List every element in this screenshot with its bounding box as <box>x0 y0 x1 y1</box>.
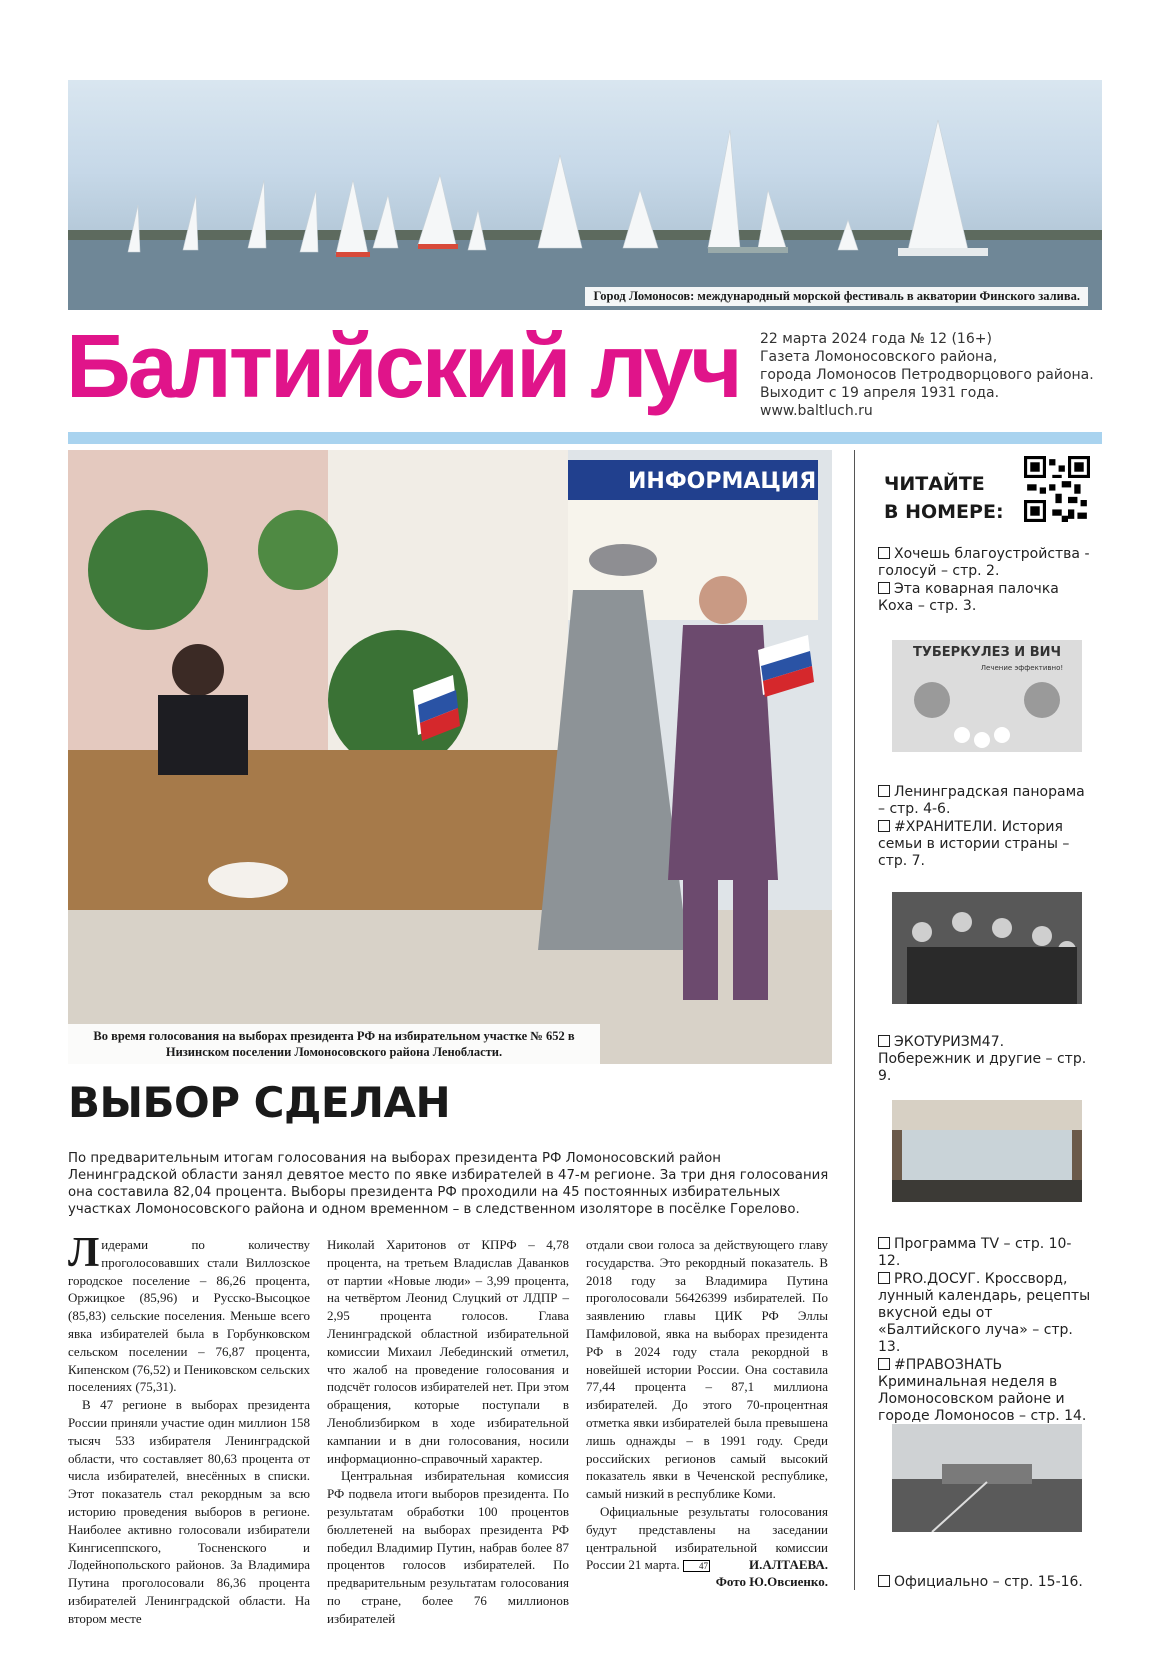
waterfall-illustration <box>892 1100 1082 1202</box>
family-photo-thumbnail <box>892 892 1082 1004</box>
road-thumbnail <box>892 1424 1082 1532</box>
tb-hiv-subtitle: Лечение эффективно! <box>980 664 1064 672</box>
checkbox-icon <box>878 785 890 797</box>
contents-item[interactable]: Программа TV – стр. 10-12. <box>878 1236 1072 1269</box>
header-photo-caption: Город Ломоносов: международный морской фестиваль в акватории Финского залива. <box>585 287 1088 306</box>
checkbox-icon <box>878 1035 890 1047</box>
waterfall-thumbnail <box>892 1100 1082 1202</box>
issue-line-3: города Ломоносов Петродворцового района. <box>760 367 1094 383</box>
contents-item[interactable]: Хочешь благоустройства - голосуй – стр. 2. <box>878 546 1090 579</box>
contents-item[interactable]: Эта коварная палочка Коха – стр. 3. <box>878 581 1059 614</box>
article-paragraph: Центральная избирательная комиссия РФ подвела итоги выборов президента. По результатам обработки 100 процентов бюллетеней на выборах президента РФ победил Владимир Путин, набрав более 87 процентов голосов избирателей. По предварительным результатам голосования по стране, более 76 миллионов избирателей <box>327 1468 569 1626</box>
contents-item[interactable]: Ленинградская панорама – стр. 4-6. <box>878 784 1085 817</box>
article-paragraph: Лидерами по количеству проголосовавших стали Виллозское городское поселение – 86,26 процента, Оржицкое (85,96) и Русско-Высоцкое (85,83) сельские поселения. Меньше всего явка избирателей была в Горбунковском сельском поселении – 76,87 процента, Кипенском (76,52) и Пениковском сельских поселениях (75,31). <box>68 1230 310 1395</box>
qr-code-icon[interactable] <box>1024 456 1090 522</box>
checkbox-icon <box>878 1237 890 1249</box>
article-paragraph: Николай Харитонов от КПРФ – 4,78 процента, на третьем Владислав Даванков от партии «Новые люди» – 3,99 процента, на четвёртом Леонид Слуцкий от ЛДПР – 2,95 процента голосов. Глава Ленинградской областной избирательной комиссии Михаил Лебединский отметил, что жалоб на проведение голосования и подсчёт голосов избирателей нет. При этом обращения, которые поступали в Леноблизбирком в ходе избирательной кампании и в дни голосования, носили информационно-справочный характер. <box>327 1237 569 1466</box>
article-column-2 <box>327 1236 569 1628</box>
issue-date: 22 марта 2024 года № 12 (16+) <box>760 331 992 347</box>
checkbox-icon <box>878 820 890 832</box>
regatta-illustration <box>68 80 1102 310</box>
article-paragraph: Официальные результаты голосования будут представлены на заседании центральной избирательной комиссии России 21 марта. 47 <box>586 1503 828 1573</box>
contents-group-2 <box>878 784 1092 871</box>
drop-cap: Л <box>68 1230 100 1276</box>
contents-group-5 <box>878 1574 1092 1592</box>
main-photo <box>68 450 832 1064</box>
header-photo <box>68 80 1102 310</box>
article-column-3 <box>586 1236 828 1574</box>
tb-hiv-thumbnail <box>892 640 1082 752</box>
article-signature <box>586 1556 828 1590</box>
checkbox-icon <box>878 1272 890 1284</box>
voting-scene-illustration <box>68 450 832 1064</box>
newspaper-title: Балтийский луч <box>66 317 740 417</box>
issue-info <box>760 330 1100 420</box>
issue-line-4: Выходит с 19 апреля 1931 года. www.baltluch.ru <box>760 385 1000 419</box>
region-badge: 47 <box>683 1560 710 1572</box>
checkbox-icon <box>878 547 890 559</box>
issue-line-2: Газета Ломоносовского района, <box>760 349 998 365</box>
article-lead: По предварительным итогам голосования на выборах президента РФ Ломоносовский район Ленинградской области занял девятое место по явке избирателей в 47-м регионе. За три дня голосования она составила 82,04 процента. Выборы президента РФ проходили на 45 постоянных избирательных участках Ломоносовского района и одном временном – в следственном изоляторе в посёлке Горелово. <box>68 1151 829 1217</box>
family-photo-illustration <box>892 892 1082 1004</box>
contents-group-3 <box>878 1034 1092 1086</box>
tb-hiv-illustration <box>892 640 1082 752</box>
photo-credit: Фото Ю.Овсиенко. <box>715 1574 828 1589</box>
article-headline: ВЫБОР СДЕЛАН <box>68 1078 451 1127</box>
checkbox-icon <box>878 1575 890 1587</box>
main-photo-caption: Во время голосования на выборах президента РФ на избирательном участке № 652 в Низинском поселении Ломоносовского района Ленобласти. <box>68 1024 600 1064</box>
masthead-divider <box>68 432 1102 444</box>
article-paragraph: отдали свои голоса за действующего главу государства. Это рекордный показатель. В 2018 году за Владимира Путина проголосовали 56426399 избирателей. По заявлению главы ЦИК РФ Эллы Памфиловой, явка на выборах президента РФ в 2024 году стала рекордной в новейшей истории России. Она составила 77,44 процента – 87,1 миллиона избирателей. До этого 70-процентная отметка явки избирателей была превышена лишь однажды – в 1991 году. Среди российских регионов самый высокий показатель явки в Чеченской республике, самый низкий в республике Коми. <box>586 1237 828 1502</box>
contents-group-4 <box>878 1236 1092 1426</box>
sidebar-divider <box>854 450 855 1590</box>
contents-group-1 <box>878 546 1092 616</box>
contents-item[interactable]: #ХРАНИТЕЛИ. История семьи в истории страны – стр. 7. <box>878 819 1070 869</box>
author: И.АЛТАЕВА. <box>748 1557 828 1572</box>
contents-item[interactable]: Официально – стр. 15-16. <box>878 1574 1092 1591</box>
article-paragraph: В 47 регионе в выборах президента России приняли участие один миллион 158 тысяч 533 избирателя Ленинградской области, что составляет 80,63 процента от числа избирателей, внесённых в списки. Этот показатель стал рекордным за всю историю проведения выборов в регионе. Наиболее активно голосовали избиратели Кингисеппского, Тосненского и Лодейнопольского районов. За Владимира Путина проголосовали 86,36 процента избирателей Ленинградской области. На втором месте <box>68 1397 310 1626</box>
contents-item[interactable]: #ПРАВОЗНАТЬ Криминальная неделя в Ломоносовском районе и городе Ломоносов – стр. 14. <box>878 1357 1087 1424</box>
checkbox-icon <box>878 1358 890 1370</box>
checkbox-icon <box>878 582 890 594</box>
tb-hiv-title: ТУБЕРКУЛЕЗ И ВИЧ <box>913 645 1061 660</box>
contents-item[interactable]: ЭКОТУРИЗМ47. Побережник и другие – стр. 9. <box>878 1034 1087 1084</box>
contents-item[interactable]: PRO.ДОСУГ. Кроссворд, лунный календарь, рецепты вкусной еды от «Балтийского луча» – стр. 13. <box>878 1271 1091 1355</box>
road-illustration <box>892 1424 1082 1532</box>
info-board-sign: ИНФОРМАЦИЯ <box>628 469 817 494</box>
article-column-1 <box>68 1230 310 1628</box>
sidebar-title: ЧИТАЙТЕ В НОМЕРЕ: <box>884 473 1004 523</box>
